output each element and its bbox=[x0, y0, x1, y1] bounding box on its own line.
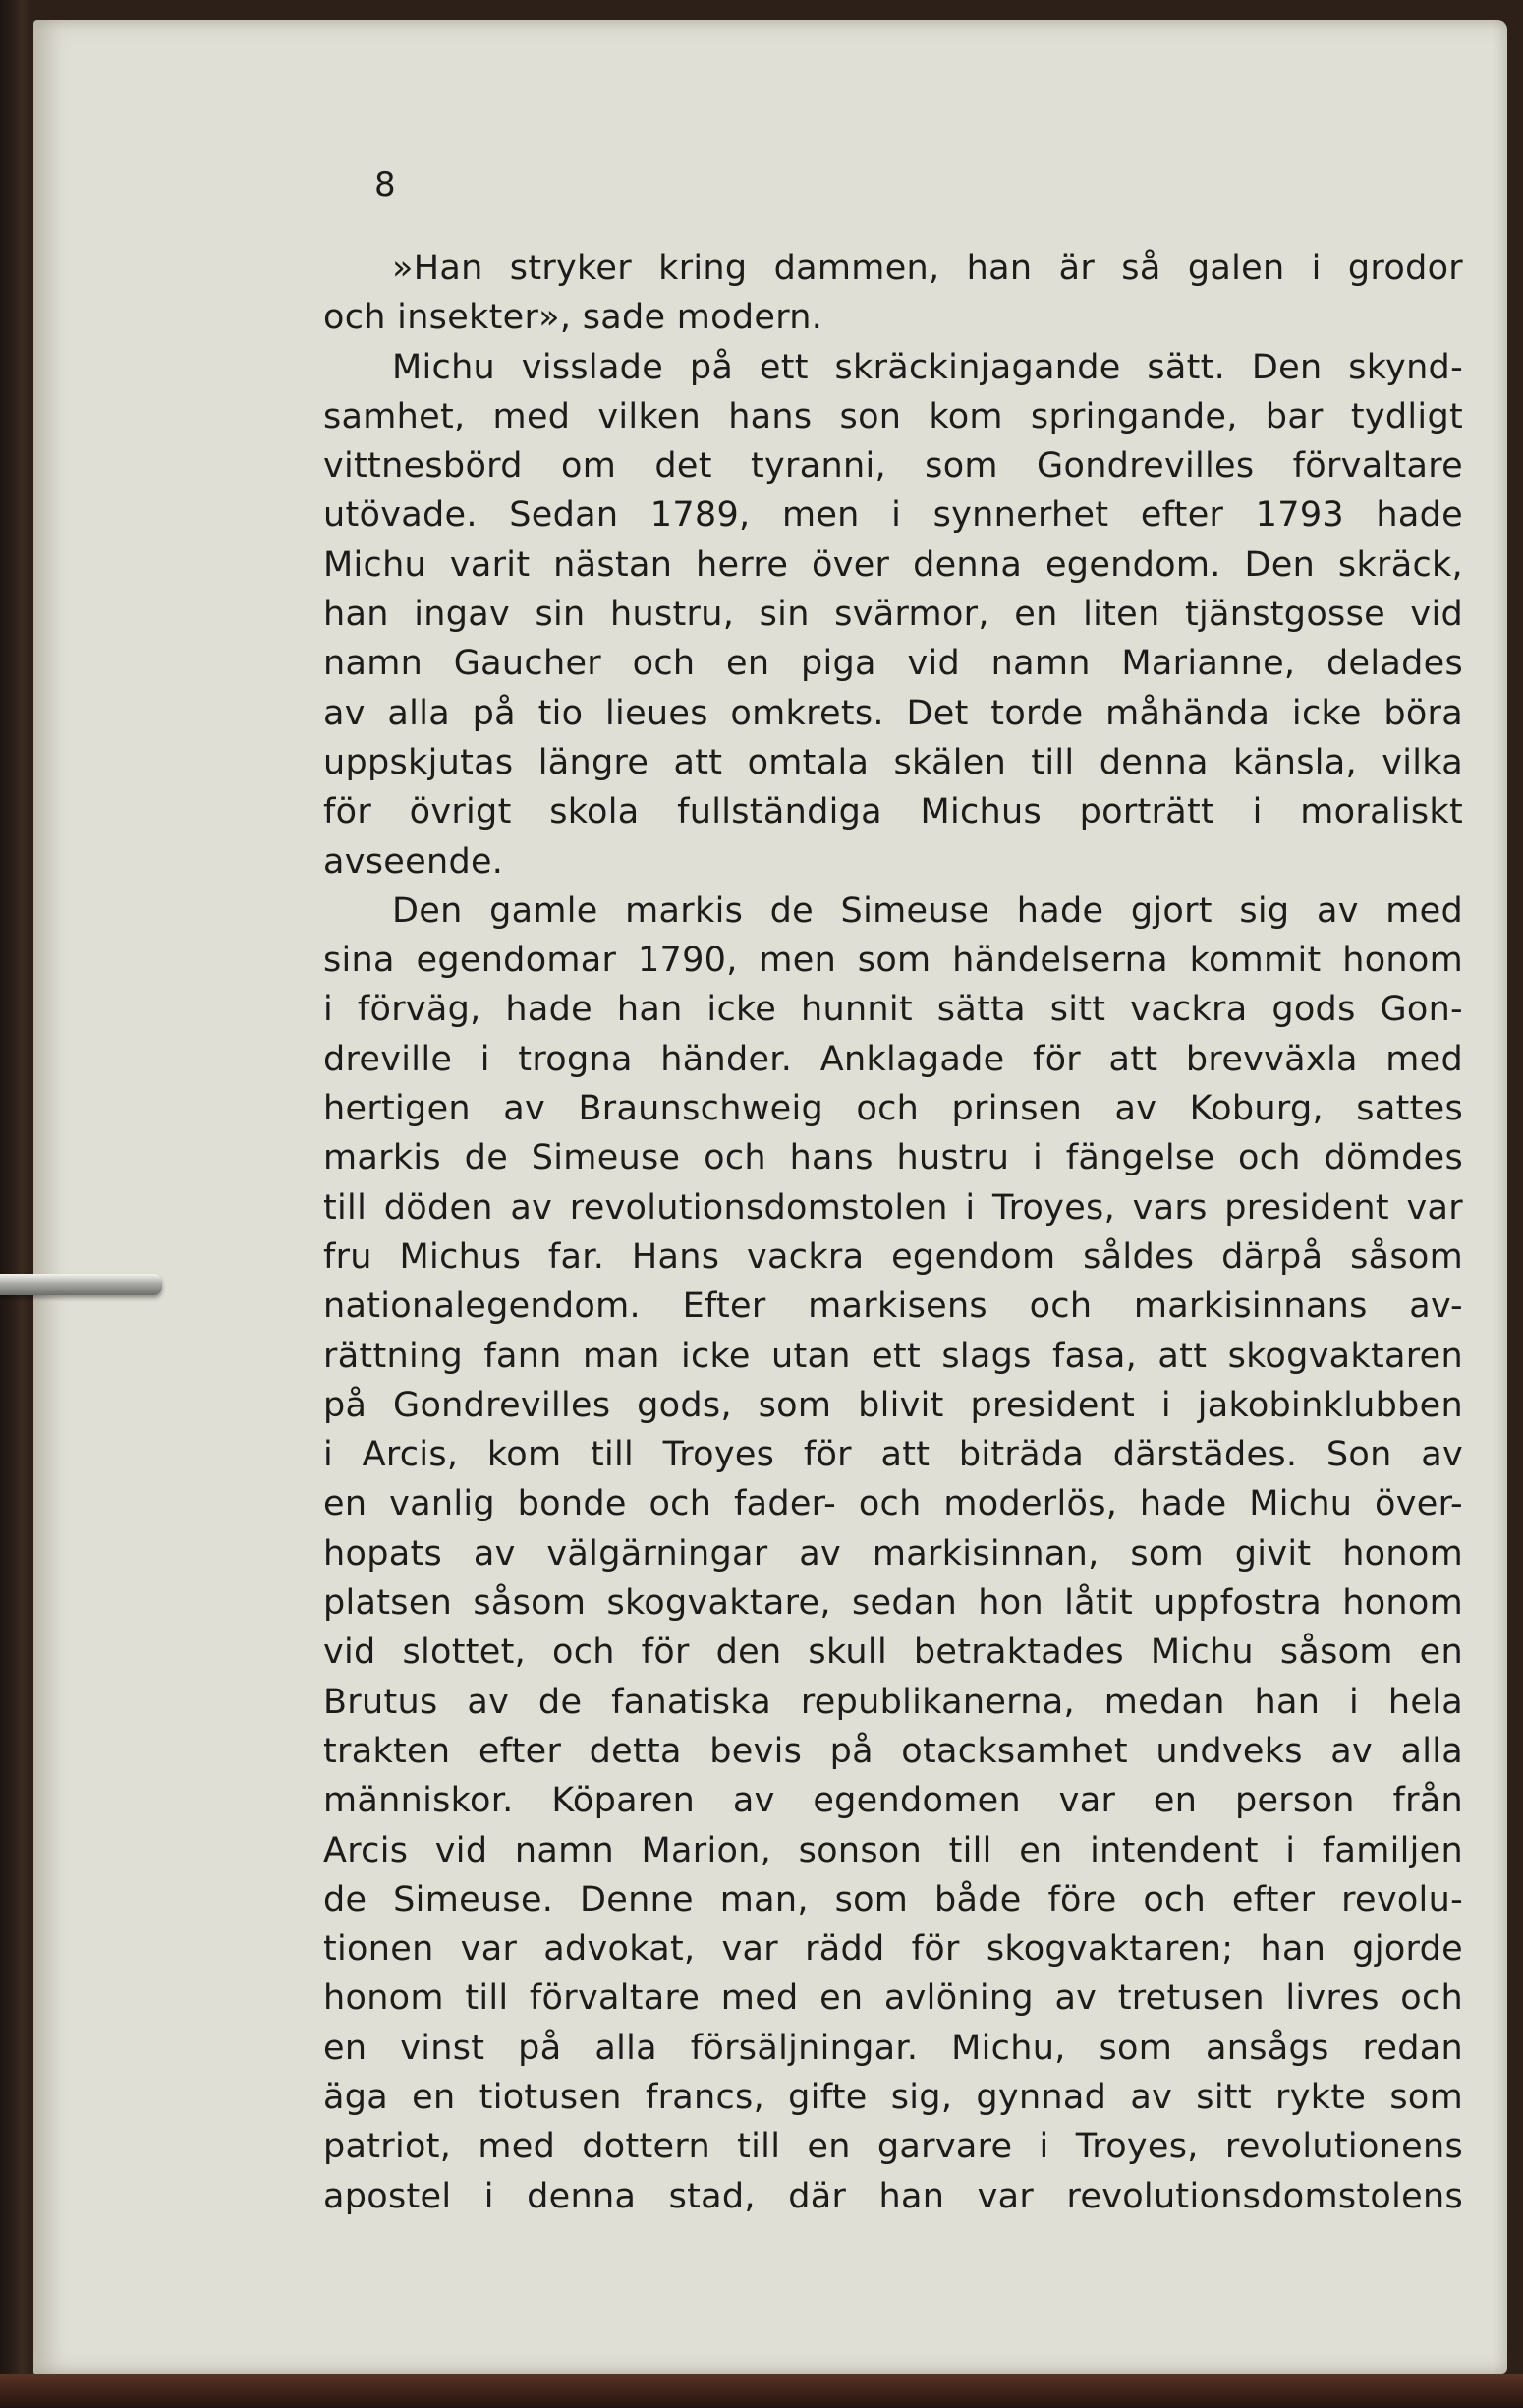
text-line: till döden av revolutionsdomstolen i Troyes, vars president var bbox=[323, 1187, 1463, 1228]
page-number: 8 bbox=[374, 165, 396, 204]
text-line: markis de Simeuse och hans hustru i fängelse och dömdes bbox=[323, 1138, 1463, 1178]
text-line: honom till förvaltare med en avlöning av tretusen livres och bbox=[323, 1978, 1463, 2019]
text-line: tionen var advokat, var rädd för skogvaktaren; han gjorde bbox=[323, 1929, 1463, 1970]
text-line: rättning fann man icke utan ett slags fasa, att skogvaktaren bbox=[323, 1336, 1463, 1376]
text-line: i Arcis, kom till Troyes för att biträda därstädes. Son av bbox=[323, 1435, 1463, 1475]
text-line: Michu varit nästan herre över denna egendom. Den skräck, bbox=[323, 545, 1463, 585]
text-line: och insekter», sade modern. bbox=[323, 298, 823, 338]
text-line: en vanlig bonde och fader- och moderlös, hade Michu över- bbox=[323, 1484, 1463, 1524]
book-page bbox=[33, 20, 1507, 2374]
text-line: dreville i trogna händer. Anklagade för att brevväxla med bbox=[323, 1039, 1463, 1079]
text-line: vid slottet, och för den skull betraktades Michu såsom en bbox=[323, 1633, 1463, 1673]
text-line: Michu visslade på ett skräckinjagande sätt. Den skynd- bbox=[392, 347, 1463, 387]
text-line: Den gamle markis de Simeuse hade gjort sig av med bbox=[392, 890, 1463, 931]
text-line: sina egendomar 1790, men som händelserna kommit honom bbox=[323, 941, 1463, 981]
text-line: trakten efter detta bevis på otacksamhet undveks av alla bbox=[323, 1731, 1463, 1771]
text-line: »Han stryker kring dammen, han är så galen i grodor bbox=[392, 249, 1463, 288]
text-line: en vinst på alla försäljningar. Michu, som ansågs redan bbox=[323, 2028, 1463, 2068]
text-line: platsen såsom skogvaktare, sedan hon låtit uppfostra honom bbox=[323, 1583, 1463, 1624]
text-line: Arcis vid namn Marion, sonson till en intendent i familjen bbox=[323, 1830, 1463, 1870]
text-lines bbox=[323, 244, 1463, 2221]
text-line: människor. Köparen av egendomen var en person från bbox=[323, 1781, 1463, 1821]
text-line: på Gondrevilles gods, som blivit president i jakobinklubben bbox=[323, 1385, 1463, 1425]
text-line: Brutus av de fanatiska republikanerna, medan han i hela bbox=[323, 1682, 1463, 1722]
text-line: han ingav sin hustru, sin svärmor, en liten tjänstgosse vid bbox=[323, 595, 1463, 635]
text-line: äga en tiotusen francs, gifte sig, gynnad av sitt rykte som bbox=[323, 2077, 1463, 2117]
text-line: vittnesbörd om det tyranni, som Gondrevilles förvaltare bbox=[323, 446, 1463, 487]
metal-clip bbox=[0, 1274, 162, 1295]
book-bottom-edge bbox=[0, 2374, 1523, 2408]
text-line: hertigen av Braunschweig och prinsen av Koburg, sattes bbox=[323, 1089, 1463, 1129]
text-line: avseende. bbox=[323, 841, 504, 882]
text-line: av alla på tio lieues omkrets. Det torde måhända icke böra bbox=[323, 693, 1463, 733]
text-line: utövade. Sedan 1789, men i synnerhet efter 1793 hade bbox=[323, 495, 1463, 536]
page-text bbox=[323, 165, 1463, 2221]
text-line: nationalegendom. Efter markisens och markisinnans av- bbox=[323, 1287, 1463, 1327]
text-line: de Simeuse. Denne man, som både före och efter revolu- bbox=[323, 1879, 1463, 1920]
text-line: namn Gaucher och en piga vid namn Marianne, delades bbox=[323, 644, 1463, 684]
text-line: samhet, med vilken hans son kom springande, bar tydligt bbox=[323, 396, 1463, 436]
text-line: hopats av välgärningar av markisinnan, som givit honom bbox=[323, 1533, 1463, 1574]
text-line: apostel i denna stad, där han var revolutionsdomstolens bbox=[323, 2176, 1463, 2216]
text-line: fru Michus far. Hans vackra egendom såldes därpå såsom bbox=[323, 1236, 1463, 1277]
text-line: i förväg, hade han icke hunnit sätta sitt vackra gods Gon- bbox=[323, 990, 1463, 1030]
text-line: för övrigt skola fullständiga Michus porträtt i moraliskt bbox=[323, 792, 1463, 832]
text-line: patriot, med dottern till en garvare i Troyes, revolutionens bbox=[323, 2127, 1463, 2167]
text-line: uppskjutas längre att omtala skälen till denna känsla, vilka bbox=[323, 742, 1463, 782]
